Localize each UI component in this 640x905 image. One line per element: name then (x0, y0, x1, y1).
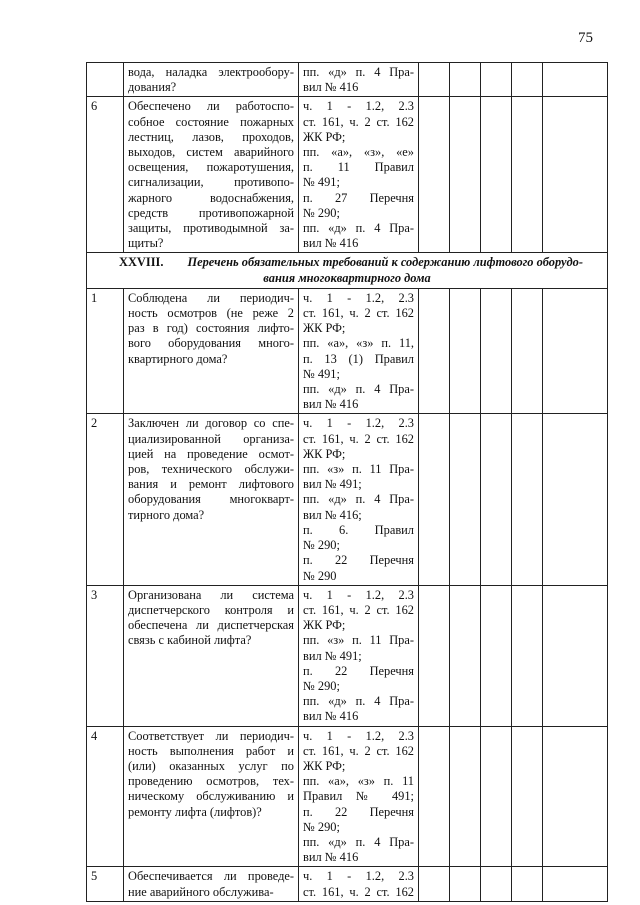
table-row (87, 288, 608, 414)
question-line: квартирного дома? (128, 351, 228, 366)
row-number: 1 (87, 288, 124, 414)
reference-line: пп. «д» п. 4 Пра- (303, 221, 414, 236)
empty-cell (512, 585, 543, 726)
question-line: обеспечена ли диспетчерская (128, 618, 294, 633)
empty-cell (543, 288, 608, 414)
reference-line: ст. 161, ч. 2 ст. 162 (303, 306, 414, 321)
reference-line: ст. 161, ч. 2 ст. 162 (303, 602, 414, 617)
reference-line: п. 11 Правил (303, 160, 414, 175)
question-line: щиты? (128, 236, 164, 251)
reference-line: ч. 1 - 1.2, 2.3 (303, 416, 414, 431)
reference-line: ЖК РФ; (303, 129, 346, 144)
reference-line: вил № 416 (303, 236, 359, 251)
question-cell (124, 414, 299, 585)
section-number: XXVIII. (119, 255, 164, 270)
reference-line: вил № 491; (303, 648, 362, 663)
row-number: 6 (87, 97, 124, 253)
reference-line: пп. «д» п. 4 Пра- (303, 382, 414, 397)
empty-cell (419, 414, 450, 585)
reference-line: ч. 1 - 1.2, 2.3 (303, 99, 414, 114)
question-line: вого оборудования много- (128, 336, 294, 351)
question-line: тирного дома? (128, 507, 205, 522)
reference-line: вил № 416 (303, 80, 359, 95)
reference-line: ч. 1 - 1.2, 2.3 (303, 587, 414, 602)
reference-line: вил № 491; (303, 477, 362, 492)
empty-cell (481, 585, 512, 726)
empty-cell (419, 97, 450, 253)
reference-line: пп. «д» п. 4 Пра- (303, 65, 414, 79)
question-line: жарного водоснабжения, (128, 190, 294, 205)
question-cell (124, 63, 299, 97)
reference-line: п. 22 Перечня (303, 553, 414, 568)
empty-cell (481, 414, 512, 585)
reference-line: пп. «а», «з» п. 11 (303, 774, 414, 789)
question-cell (124, 726, 299, 867)
empty-cell (481, 63, 512, 97)
section-title-line-2: вания многоквартирного дома (263, 270, 431, 285)
reference-line: п. 6. Правил (303, 522, 414, 537)
reference-line: пп. «д» п. 4 Пра- (303, 492, 414, 507)
reference-line: № 290; (303, 819, 340, 834)
question-line: проведению осмотров, тех- (128, 774, 294, 789)
empty-cell (419, 288, 450, 414)
question-line: выходов, систем аварийного (128, 145, 294, 160)
question-line: ремонту лифта (лифтов)? (128, 804, 262, 819)
legal-reference-cell (299, 63, 419, 97)
empty-cell (543, 414, 608, 585)
row-number: 4 (87, 726, 124, 867)
empty-cell (481, 867, 512, 901)
requirements-table (86, 62, 608, 902)
legal-reference-cell (299, 97, 419, 253)
empty-cell (450, 414, 481, 585)
section-header-row (87, 253, 608, 288)
reference-line: Правил № 491; (303, 789, 414, 804)
question-line: Организована ли система (128, 587, 294, 602)
question-line: раз в год) состояния лифто- (128, 321, 294, 336)
question-line: Соответствует ли периодич- (128, 728, 294, 743)
reference-line: ч. 1 - 1.2, 2.3 (303, 869, 414, 884)
reference-line: ЖК РФ; (303, 618, 346, 633)
question-line: вода, наладка электрообору- (128, 65, 294, 79)
reference-line: ст. 161, ч. 2 ст. 162 (303, 114, 414, 129)
table-row (87, 867, 608, 901)
question-line: Соблюдена ли периодич- (128, 290, 294, 305)
section-title-line-1 (91, 255, 603, 270)
reference-line: № 290 (303, 568, 337, 583)
question-cell (124, 97, 299, 253)
question-line: ние аварийного обслужива- (128, 884, 274, 899)
table-row (87, 414, 608, 585)
empty-cell (450, 585, 481, 726)
question-line: ность осмотров (не реже 2 (128, 306, 294, 321)
empty-cell (419, 867, 450, 901)
legal-reference-cell (299, 726, 419, 867)
reference-line: № 290; (303, 678, 340, 693)
empty-cell (481, 726, 512, 867)
section-header-cell (87, 253, 608, 288)
table-row (87, 726, 608, 867)
empty-cell (450, 288, 481, 414)
question-line: собное состояние пожарных (128, 114, 294, 129)
row-number: 3 (87, 585, 124, 726)
empty-cell (481, 288, 512, 414)
legal-reference-cell (299, 585, 419, 726)
reference-line: № 290; (303, 538, 340, 553)
table-row (87, 63, 608, 97)
empty-cell (512, 414, 543, 585)
reference-line: ЖК РФ; (303, 321, 346, 336)
empty-cell (419, 585, 450, 726)
reference-line: п. 22 Перечня (303, 804, 414, 819)
empty-cell (543, 97, 608, 253)
reference-line: п. 27 Перечня (303, 190, 414, 205)
legal-reference-cell (299, 288, 419, 414)
question-cell (124, 288, 299, 414)
reference-line: ст. 161, ч. 2 ст. 162 (303, 743, 414, 758)
reference-line: № 491; (303, 175, 340, 190)
reference-line: пп. «з» п. 11 Пра- (303, 462, 414, 477)
reference-line: вил № 416 (303, 850, 359, 865)
question-line: освещения, пожаротушения, (128, 160, 294, 175)
empty-cell (419, 63, 450, 97)
reference-line: п. 13 (1) Правил (303, 351, 414, 366)
reference-line: ст. 161, ч. 2 ст. 162 (303, 884, 414, 899)
question-line: ническому обслуживанию и (128, 789, 294, 804)
reference-line: № 491; (303, 366, 340, 381)
reference-line: пп. «д» п. 4 Пра- (303, 834, 414, 849)
reference-line: вил № 416 (303, 709, 359, 724)
question-line: (или) оказанных услуг по (128, 758, 294, 773)
question-cell (124, 867, 299, 901)
reference-line: № 290; (303, 205, 340, 220)
empty-cell (512, 63, 543, 97)
question-line: цией на проведение осмот- (128, 446, 294, 461)
question-line: сигнализации, противопо- (128, 175, 294, 190)
question-line: связь с кабиной лифта? (128, 633, 252, 648)
empty-cell (419, 726, 450, 867)
reference-line: ч. 1 - 1.2, 2.3 (303, 290, 414, 305)
row-number (87, 63, 124, 97)
reference-line: пп. «з» п. 11 Пра- (303, 633, 414, 648)
table-row (87, 97, 608, 253)
question-line: средств противопожарной (128, 205, 294, 220)
reference-line: ЖК РФ; (303, 758, 346, 773)
empty-cell (543, 726, 608, 867)
page-number: 75 (578, 30, 593, 46)
empty-cell (481, 97, 512, 253)
question-line: Заключен ли договор со спе- (128, 416, 294, 431)
empty-cell (450, 63, 481, 97)
table-row (87, 585, 608, 726)
row-number: 5 (87, 867, 124, 901)
empty-cell (543, 867, 608, 901)
reference-line: ЖК РФ; (303, 446, 346, 461)
question-line: циализированной организа- (128, 431, 294, 446)
empty-cell (450, 726, 481, 867)
empty-cell (543, 63, 608, 97)
empty-cell (512, 97, 543, 253)
empty-cell (543, 585, 608, 726)
question-line: дования? (128, 80, 177, 95)
reference-line: ст. 161, ч. 2 ст. 162 (303, 431, 414, 446)
reference-line: пп. «а», «з» п. 11, (303, 336, 414, 351)
empty-cell (512, 288, 543, 414)
question-line: оборудования многокварт- (128, 492, 294, 507)
legal-reference-cell (299, 414, 419, 585)
question-line: Обеспечено ли работоспо- (128, 99, 294, 114)
reference-line: пп. «д» п. 4 Пра- (303, 694, 414, 709)
legal-reference-cell (299, 867, 419, 901)
empty-cell (512, 867, 543, 901)
question-cell (124, 585, 299, 726)
section-title: Перечень обязательных требований к содержанию лифтового оборудо- (187, 255, 583, 270)
reference-line: вил № 416 (303, 397, 359, 412)
question-line: защиты, противодымной за- (128, 221, 294, 236)
question-line: вания и ремонт лифтового (128, 477, 294, 492)
question-line: лестниц, лазов, проходов, (128, 129, 294, 144)
empty-cell (450, 867, 481, 901)
question-line: Обеспечивается ли проведе- (128, 869, 294, 884)
empty-cell (512, 726, 543, 867)
question-line: ров, технического обслужи- (128, 462, 294, 477)
question-line: ность выполнения работ и (128, 743, 294, 758)
reference-line: пп. «а», «з», «е» (303, 145, 414, 160)
reference-line: п. 22 Перечня (303, 663, 414, 678)
question-line: диспетчерского контроля и (128, 602, 294, 617)
reference-line: вил № 416; (303, 507, 362, 522)
row-number: 2 (87, 414, 124, 585)
reference-line: ч. 1 - 1.2, 2.3 (303, 728, 414, 743)
empty-cell (450, 97, 481, 253)
